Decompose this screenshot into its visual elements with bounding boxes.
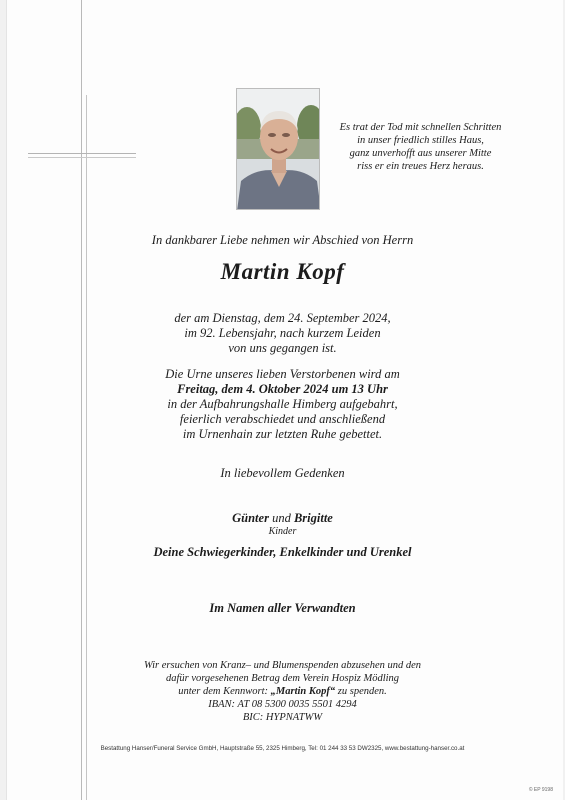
intro-text: In dankbarer Liebe nehmen wir Abschied von Herrn (151, 233, 414, 247)
donation-bic: BIC: HYPNATWW (242, 712, 323, 723)
mourner-name: Brigitte (293, 511, 333, 525)
poem (318, 121, 523, 173)
mourners-relatives: Im Namen aller Verwandten (209, 601, 356, 615)
donation-text: zu spenden. (337, 686, 387, 697)
death-notice (0, 311, 565, 356)
funeral-line: in der Aufbahrungshalle Himberg aufgebahrt, (167, 397, 398, 411)
mourner-conjunction: und (272, 511, 291, 525)
poem-line: ganz unverhofft aus unserer Mitte (349, 148, 492, 159)
donation-iban: IBAN: AT 08 5300 0035 5501 4294 (208, 699, 357, 710)
mourner-relation: Kinder (268, 526, 297, 537)
donation-text: unter dem Kennwort: (178, 686, 269, 697)
cross-horizontal-line (28, 153, 136, 154)
funeral-line: im Urnenhain zur letzten Ruhe gebettet. (182, 427, 383, 441)
death-line: der am Dienstag, dem 24. September 2024, (174, 311, 391, 325)
death-line: im 92. Lebensjahr, nach kurzem Leiden (184, 326, 381, 340)
funeral-home-footer: Bestattung Hanser/Funeral Service GmbH, Hauptstraße 55, 2325 Himberg, Tel: 01 244 33 53 DW2325, www.bestattung-hanser.co.at (100, 745, 465, 752)
funeral-date: Freitag, dem 4. Oktober 2024 um 13 Uhr (177, 382, 388, 396)
funeral-line: feierlich verabschiedet und anschließend (179, 412, 386, 426)
donation-line: Wir ersuchen von Kranz– und Blumenspenden abzusehen und den (143, 660, 422, 671)
poem-line: riss er ein treues Herz heraus. (357, 161, 484, 172)
mourners-children (0, 511, 565, 526)
donation-line: dafür vorgesehenen Betrag dem Verein Hospiz Mödling (165, 673, 400, 684)
print-code: © EP 9198 (528, 787, 553, 793)
donation-keyword: „Martin Kopf“ (270, 686, 336, 697)
funeral-line: Die Urne unseres lieben Verstorbenen wird am (165, 367, 400, 381)
remembrance-text: In liebevollem Gedenken (220, 466, 345, 480)
funeral-notice (0, 367, 565, 442)
poem-line: in unser friedlich stilles Haus, (357, 135, 484, 146)
death-line: von uns gegangen ist. (228, 341, 337, 355)
mourner-name: Günter (232, 511, 269, 525)
cross-horizontal-line-inner (28, 157, 136, 158)
deceased-name: Martin Kopf (220, 259, 345, 284)
donation-request (0, 659, 565, 724)
portrait-photo (236, 88, 320, 210)
poem-line: Es trat der Tod mit schnellen Schritten (339, 122, 502, 133)
donation-line (0, 685, 565, 698)
mourners-family: Deine Schwiegerkinder, Enkelkinder und Urenkel (153, 545, 412, 559)
